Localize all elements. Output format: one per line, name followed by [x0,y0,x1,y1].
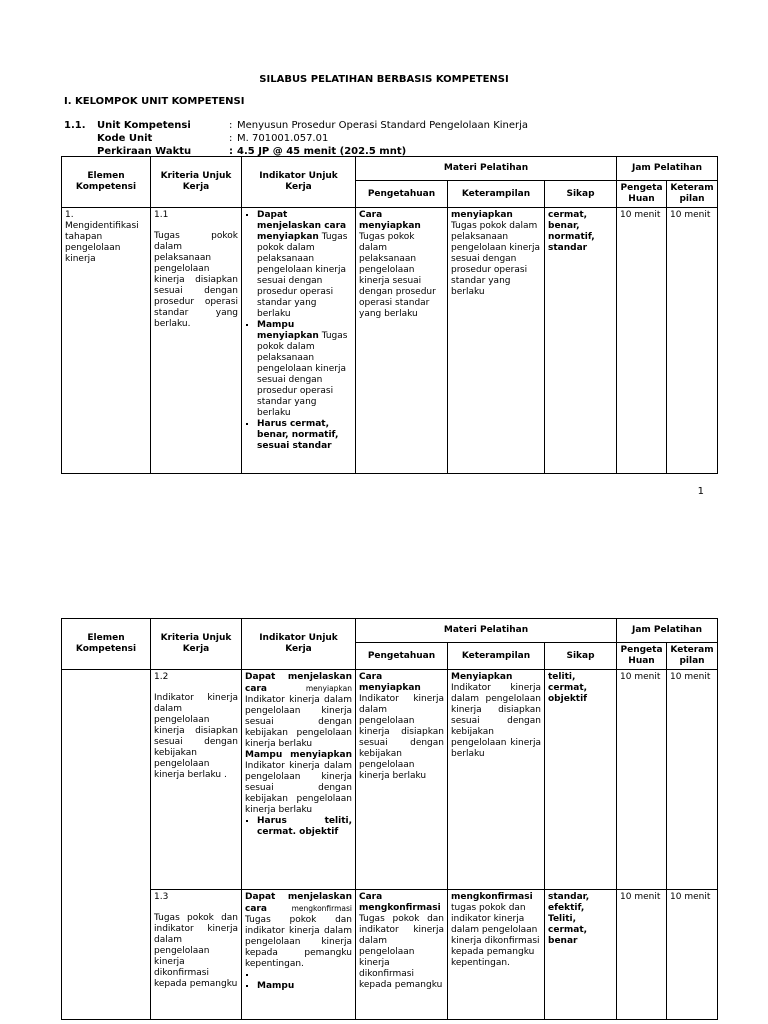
section-heading: I. KELOMPOK UNIT KOMPETENSI [64,96,245,107]
header-jam-keterampilan: Keteram pilan [667,643,718,670]
header-jam: Jam Pelatihan [617,157,718,181]
elemen-number: 1. [65,210,74,220]
colon: : [229,146,233,157]
syllabus-table-1 [61,156,718,474]
kuk-number: 1.2 [154,672,169,682]
header-elemen: Elemen Kompetensi [62,157,151,208]
header-indikator: Indikator Unjuk Kerja [242,157,356,208]
kriteria-cell [151,890,242,1020]
header-pengetahuan: Pengetahuan [356,643,448,670]
pengetahuan-cell: Cara menyiapkan Tugas pokok dalam pelaksanaan pengelolaan kinerja sesuai dengan prosedur operasi standar yang berlaku [356,208,448,474]
jam-k-cell: 10 menit [667,890,718,1020]
header-sikap: Sikap [545,643,617,670]
unit-number: 1.1. [64,120,86,131]
list-item [257,970,352,981]
table-row [62,890,718,1020]
kuk-number: 1.1 [154,210,169,220]
kuk-number: 1.3 [154,892,169,902]
header-sikap: Sikap [545,181,617,208]
list-item: ▪ Dapat menjelaskan cara menyiapkan Tugas pokok dalam pelaksanaan pengelolaan kinerja sesuai dengan prosedur operasi standar yang berlaku [257,210,352,320]
table-row [62,208,718,474]
list-item: ▪ Harus teliti, cermat. objektif [257,816,352,838]
header-kriteria: Kriteria Unjuk Kerja [151,157,242,208]
unit-row [0,120,768,132]
kuk-text: Tugas pokok dan indikator kinerja dalam pengelolaan kinerja dikonfirmasi kepada pemangku [154,913,238,989]
indikator-cell: Dapat menjelaskan cara menyiapkan Indikator kinerja dalam pengelolaan kinerja sesuai dengan kebijakan pengelolaan kinerja berlaku Mampu menyiapkan Indikator kinerja dalam pengelolaan kinerja sesuai dengan kebijakan pengelolaan kinerja berlaku ▪ Harus teliti, cermat. objektif [242,670,356,890]
pengetahuan-cell: Cara menyiapkan Indikator kinerja dalam pengelolaan kinerja disiapkan sesuai dengan kebijakan pengelolaan kinerja berlaku [356,670,448,890]
code-label: Kode Unit [97,133,153,144]
jam-p-cell: 10 menit [617,208,667,474]
header-materi: Materi Pelatihan [356,157,617,181]
list-item: ▪ Mampu menyiapkan Tugas pokok dalam pelaksanaan pengelolaan kinerja sesuai dengan prosedur operasi standar yang berlaku [257,320,352,419]
sikap-cell: standar, efektif, Teliti, cermat, benar [545,890,617,1020]
kuk-text: Indikator kinerja dalam pengelolaan kinerja disiapkan sesuai dengan kebijakan pengelolaan kinerja berlaku . [154,693,238,780]
unit-value: Menyusun Prosedur Operasi Standard Pengelolaan Kinerja [237,120,529,131]
kriteria-cell [151,208,242,474]
sikap-cell: teliti, cermat, objektif [545,670,617,890]
sikap-cell: cermat, benar, normatif, standar [545,208,617,474]
time-value: 4.5 JP @ 45 menit (202.5 mnt) [237,146,407,157]
indikator-cell: Dapat menjelaskan cara mengkonfirmasi Tugas pokok dan indikator kinerja dalam pengelolaan kinerja kepada pemangku kepentingan. ▪ ▪ Mampu [242,890,356,1020]
kuk-text: Tugas pokok dalam pelaksanaan pengelolaan kinerja disiapkan sesuai dengan prosedur operasi standar yang berlaku. [154,231,238,329]
header-pengetahuan: Pengetahuan [356,181,448,208]
header-elemen: Elemen Kompetensi [62,619,151,670]
header-keterampilan: Keterampilan [448,181,545,208]
colon: : [229,120,233,131]
code-row [0,133,768,145]
list-item: ▪ Harus cermat, benar, normatif, sesuai standar [257,419,352,452]
keterampilan-cell: Menyiapkan Indikator kinerja dalam pengelolaan kinerja disiapkan sesuai dengan kebijakan pengelolaan kinerja berlaku [448,670,545,890]
jam-p-cell: 10 menit [617,890,667,1020]
header-indikator: Indikator Unjuk Kerja [242,619,356,670]
table-row [62,670,718,890]
time-label: Perkiraan Waktu [97,146,192,157]
colon: : [229,133,233,144]
indikator-cell [242,208,356,474]
pengetahuan-cell: Cara mengkonfirmasi Tugas pokok dan indikator kinerja dalam pengelolaan kinerja dikonfirmasi kepada pemangku [356,890,448,1020]
page-number: 1 [697,486,704,497]
syllabus-table-2 [61,618,718,1020]
header-jam-keterampilan: Keteram pilan [667,181,718,208]
keterampilan-cell: menyiapkan Tugas pokok dalam pelaksanaan pengelolaan kinerja sesuai dengan prosedur operasi standar yang berlaku [448,208,545,474]
code-value: M. 701001.057.01 [237,133,329,144]
jam-k-cell: 10 menit [667,208,718,474]
header-jam-pengetahuan: Pengeta Huan [617,181,667,208]
jam-k-cell: 10 menit [667,670,718,890]
kriteria-cell [151,670,242,890]
header-jam-pengetahuan: Pengeta Huan [617,643,667,670]
header-keterampilan: Keterampilan [448,643,545,670]
elemen-text: Mengidentifikasi tahapan pengelolaan kinerja [65,221,139,264]
list-item: ▪ Mampu [257,981,352,992]
header-jam: Jam Pelatihan [617,619,718,643]
document-title: SILABUS PELATIHAN BERBASIS KOMPETENSI [259,74,509,85]
unit-label: Unit Kompetensi [97,120,191,131]
jam-p-cell: 10 menit [617,670,667,890]
header-materi: Materi Pelatihan [356,619,617,643]
elemen-cell [62,670,151,1020]
keterampilan-cell: mengkonfirmasi tugas pokok dan indikator kinerja dalam pengelolaan kinerja dikonfirmasi kepada pemangku kepentingan. [448,890,545,1020]
elemen-cell [62,208,151,474]
header-kriteria: Kriteria Unjuk Kerja [151,619,242,670]
